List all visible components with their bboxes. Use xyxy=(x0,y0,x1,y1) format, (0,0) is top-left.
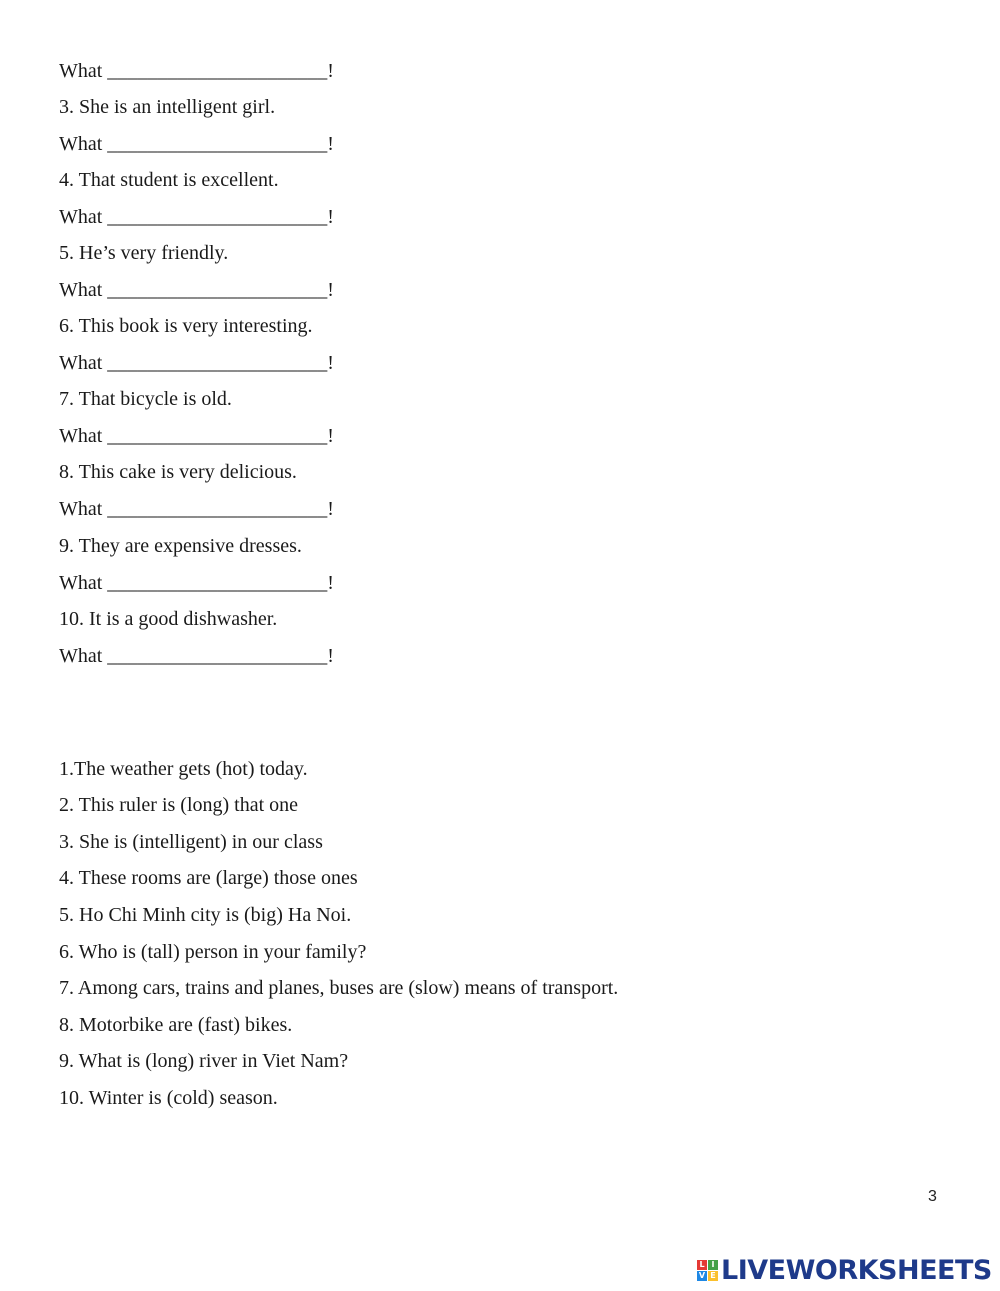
exercise-line: What ______________________! xyxy=(59,645,334,667)
exercise-line: What ______________________! xyxy=(59,425,334,447)
exercise-line: 10. Winter is (cold) season. xyxy=(59,1087,278,1109)
exercise-line: What ______________________! xyxy=(59,133,334,155)
exercise-line: What ______________________! xyxy=(59,352,334,374)
logo-cell: V xyxy=(698,1270,706,1280)
exercise-line: 2. This ruler is (long) that one xyxy=(59,794,299,816)
exercise-line: 7. Among cars, trains and planes, buses are (slow) means of transport. xyxy=(59,977,619,999)
liveworksheets-logo[interactable] xyxy=(697,1254,992,1286)
exercise-line: 6. Who is (tall) person in your family? xyxy=(59,941,367,963)
exercise-line: 6. This book is very interesting. xyxy=(59,315,313,337)
exercise-line: 4. These rooms are (large) those ones xyxy=(59,867,358,889)
exercise-line: 8. This cake is very delicious. xyxy=(59,461,297,483)
exercise-line: 8. Motorbike are (fast) bikes. xyxy=(59,1014,293,1036)
page-number: 3 xyxy=(928,1188,937,1205)
logo-cell: E xyxy=(708,1271,718,1281)
logo-cell: L xyxy=(697,1260,707,1270)
exercise-line: 5. Ho Chi Minh city is (big) Ha Noi. xyxy=(59,904,352,926)
logo-cell: I xyxy=(708,1260,718,1270)
exercise-line: What ______________________! xyxy=(59,206,334,228)
exercise-line: 5. He’s very friendly. xyxy=(59,242,229,264)
brand-logo-icon xyxy=(697,1260,718,1281)
exercise-line: What ______________________! xyxy=(59,279,334,301)
exercise-line: 9. They are expensive dresses. xyxy=(59,535,302,557)
brand-name: LIVEWORKSHEETS xyxy=(721,1254,992,1286)
exercise-line: 4. That student is excellent. xyxy=(59,169,279,191)
exercise-line: 1.The weather gets (hot) today. xyxy=(59,758,308,780)
exercise-line: What ______________________! xyxy=(59,572,334,594)
exercise-line: 3. She is an intelligent girl. xyxy=(59,96,276,118)
exercise-line: What ______________________! xyxy=(59,60,334,82)
exercise-line: 7. That bicycle is old. xyxy=(59,388,232,410)
exercise-line: 9. What is (long) river in Viet Nam? xyxy=(59,1050,349,1072)
exercise-line: 10. It is a good dishwasher. xyxy=(59,608,278,630)
exercise-line: What ______________________! xyxy=(59,498,334,520)
exercise-line: 3. She is (intelligent) in our class xyxy=(59,831,323,853)
